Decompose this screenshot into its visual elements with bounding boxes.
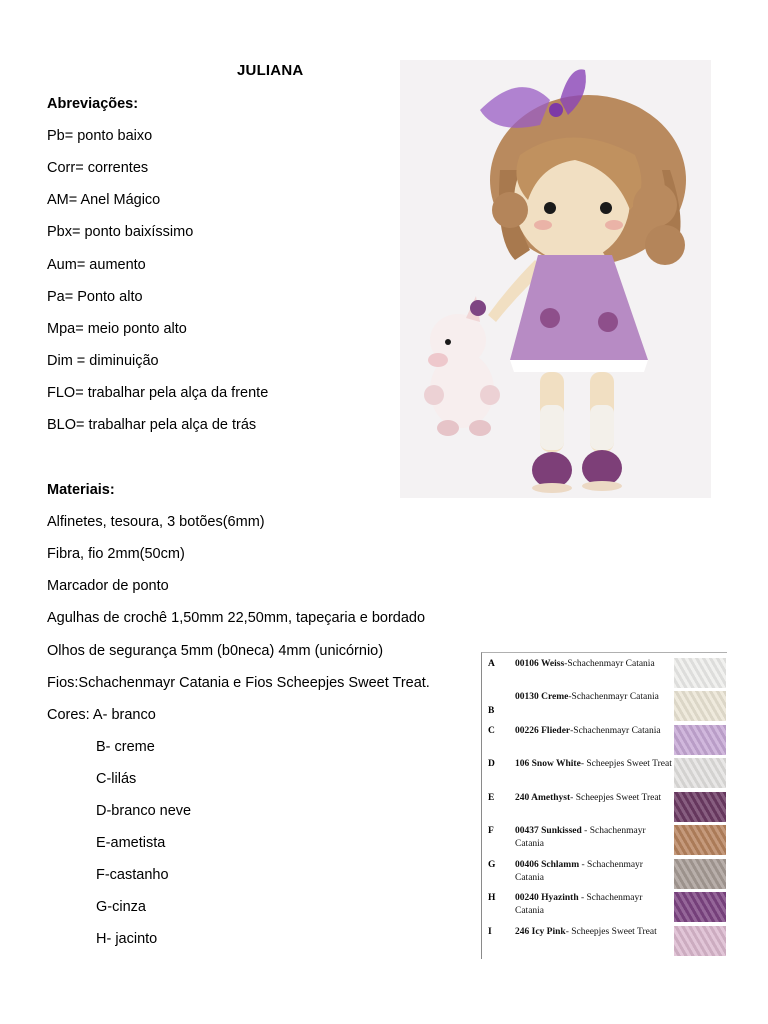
yarn-code: 00437 Sunkissed [515,826,582,836]
yarn-code: 240 Amethyst [515,793,571,803]
yarn-letter: G [488,860,496,870]
yarn-row-i [482,923,727,957]
yarn-swatch-g [674,859,726,889]
material-item: Olhos de segurança 5mm (b0neca) 4mm (unicórnio) [47,643,384,659]
yarn-description [515,725,673,738]
yarn-letter: E [488,793,495,803]
yarn-brand: - Schachenmayr Catania [515,893,643,916]
abbreviations-heading: Abreviações: [47,96,139,112]
abbreviation-item: Corr= correntes [47,160,149,176]
yarn-brand: -Schachenmayr Catania [570,726,661,736]
yarn-description [515,792,673,805]
abbreviation-item: AM= Anel Mágico [47,192,161,208]
yarn-code: 00240 Hyazinth [515,893,579,903]
yarn-brand: - Scheepjes Sweet Treat [565,927,657,937]
yarn-row-e [482,789,727,823]
page-title: JULIANA [237,62,304,79]
abbreviation-item: Pa= Ponto alto [47,289,143,305]
yarn-brand: -Schachenmayr Catania [564,659,655,669]
abbreviation-item: Dim = diminuição [47,353,159,369]
yarn-row-b [482,688,727,722]
yarn-swatch-b [674,691,726,721]
yarn-letter: D [488,759,495,769]
yarn-code: 00406 Schlamm [515,860,580,870]
abbreviation-item: FLO= trabalhar pela alça da frente [47,385,269,401]
material-item: Alfinetes, tesoura, 3 botões(6mm) [47,514,265,530]
yarn-brand: - Scheepjes Sweet Treat [580,759,672,769]
yarn-code: 106 Snow White [515,759,581,769]
abbreviation-item: Pb= ponto baixo [47,128,153,144]
color-item: H- jacinto [96,931,158,947]
yarn-brand: - Scheepjes Sweet Treat [570,793,662,803]
abbreviation-item: Aum= aumento [47,257,146,273]
material-item: Fios:Schachenmayr Catania e Fios Scheepjes Sweet Treat. [47,675,430,691]
yarn-letter: C [488,726,495,736]
materials-heading: Materiais: [47,482,115,498]
color-item: E-ametista [96,835,166,851]
yarn-description [515,691,673,704]
yarn-swatch-h [674,892,726,922]
abbreviation-item: Mpa= meio ponto alto [47,321,187,337]
yarn-row-c [482,722,727,756]
yarn-row-h [482,889,727,923]
yarn-code: 246 Icy Pink [515,927,566,937]
yarn-swatch-a [674,658,726,688]
yarn-description [515,926,673,939]
yarn-row-d [482,755,727,789]
yarn-letter: F [488,826,494,836]
yarn-brand: - Schachenmayr Catania [515,860,643,883]
yarn-row-f [482,822,727,856]
yarn-code: 00226 Flieder [515,726,571,736]
yarn-brand: - Schachenmayr Catania [515,826,646,849]
color-item: C-lilás [96,771,137,787]
yarn-letter: I [488,927,492,937]
yarn-swatch-c [674,725,726,755]
yarn-swatch-f [674,825,726,855]
material-item: Fibra, fio 2mm(50cm) [47,546,185,562]
yarn-description [515,859,673,885]
yarn-swatch-e [674,792,726,822]
amigurumi-doll-illustration [400,60,711,498]
material-item: Agulhas de crochê 1,50mm 22,50mm, tapeçaria e bordado [47,610,426,626]
color-item: G-cinza [96,899,146,915]
yarn-brand: -Schachenmayr Catania [568,692,659,702]
color-item: D-branco neve [96,803,192,819]
yarn-letter: A [488,659,495,669]
yarn-swatch-d [674,758,726,788]
color-item: B- creme [96,739,155,755]
yarn-code: 00106 Weiss [515,659,565,669]
yarn-color-table [481,652,727,959]
yarn-description [515,658,673,671]
colors-first-item: Cores: A- branco [47,707,156,723]
yarn-description [515,758,673,771]
doll-photo [400,60,711,498]
yarn-swatch-i [674,926,726,956]
yarn-description [515,892,673,918]
yarn-row-g [482,856,727,890]
material-item: Marcador de ponto [47,578,169,594]
abbreviation-item: BLO= trabalhar pela alça de trás [47,417,257,433]
yarn-row-a [482,655,727,689]
yarn-letter: H [488,893,496,903]
abbreviation-item: Pbx= ponto baixíssimo [47,224,194,240]
color-item: F-castanho [96,867,169,883]
yarn-code: 00130 Creme [515,692,569,702]
yarn-letter: B [488,706,495,716]
yarn-description [515,825,673,851]
